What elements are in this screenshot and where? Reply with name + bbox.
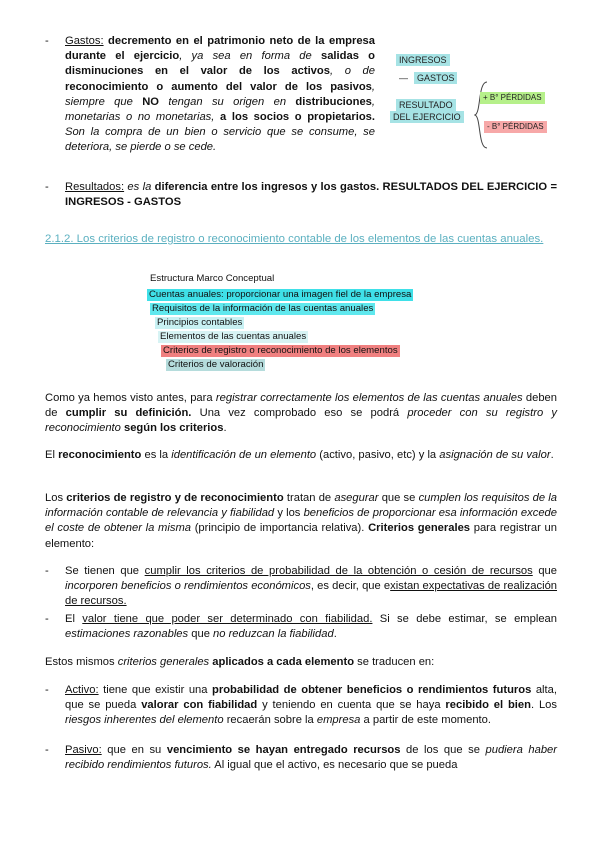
paragraph-intro: Como ya hemos visto antes, para registrar correctamente los elementos de las cuentas anuales deben de cumplir su definición. Una vez comprobado eso se podrá proceder con su registro y reconocimiento según los criterios. [45,392,557,435]
term-activo: Activo: [65,684,99,696]
gastos-dash: — [399,73,408,83]
structure-item: Principios contables [157,317,243,328]
structure-item: Criterios de valoración [168,359,264,370]
bullet-activo: - Activo: tiene que existir una probabilidad de obtener beneficios o rendimientos futuros alta, que se pueda valorar con fiabilidad y teniendo en cuenta que se haya recibido el bien. Los riesgos inherentes del elemento recaerán sobre la empresa a partir de este momento. [45,684,557,727]
structure-item: Elementos de las cuentas anuales [160,331,307,342]
structure-item-highlight: Criterios de registro o reconocimiento de los elementos [163,345,398,356]
term-gastos: Gastos: [65,35,104,47]
section-heading: 2.1.2. Los criterios de registro o reconocimiento contable de los elementos de las cuentas anuales. [45,233,544,245]
bullet-dash: - [45,35,49,47]
resultado-label-2: DEL EJERCICIO [390,111,464,123]
paragraph-reconocimiento: El reconocimiento es la identificación de un elemento (activo, pasivo, etc) y la asignación de su valor. [45,449,554,461]
resultado-label-1: RESULTADO [396,99,456,111]
ingresos-label: INGRESOS [396,54,450,66]
structure-item: Requisitos de la información de las cuentas anuales [152,303,374,314]
bullet-criterio-1: - Se tienen que cumplir los criterios de probabilidad de la obtención o cesión de recursos que incorporen beneficios o rendimientos económicos, es decir, que existan expectativas de realización de recursos. [45,565,558,608]
bullet-gastos: - Gastos: decremento en el patrimonio neto de la empresa durante el ejercicio, ya sea en forma de salidas o disminuciones en el valor de los activos, o de reconocimiento o aumento del valor de los pasivos, siempre que NO tengan su origen en distribuciones, monetarias o no monetarias, a los socios o propietarios. Son la compra de un bien o servicio que se consume, se deteriora, se pierde o se cede. [45,35,375,154]
bullet-pasivo: - Pasivo: que en su vencimiento se hayan entregado recursos de los que se pudiera haber recibido rendimientos futuros. Al igual que el activo, es necesario que se pueda [45,744,557,772]
structure-title: Estructura Marco Conceptual [150,273,275,284]
structure-item: Cuentas anuales: proporcionar una imagen fiel de la empresa [149,289,412,300]
paragraph-criterios: Los criterios de registro y de reconocimiento tratan de asegurar que se cumplen los requisitos de la información contable de relevancia y fiabilidad y los beneficios de proporcionar esa información excede el coste de obtener la misma (principio de importancia relativa). Criterios generales para registrar un elemento: [45,492,557,550]
term-pasivo: Pasivo: [65,744,102,756]
negative-result-label: - B° PÉRDIDAS [484,121,547,133]
bullet-criterio-2: - El valor tiene que poder ser determinado con fiabilidad. Si se debe estimar, se emplean estimaciones razonables que no reduzcan la fiabilidad. [45,613,557,641]
term-resultados: Resultados: [65,181,125,193]
positive-result-label: + B° PÉRDIDAS [480,92,545,104]
paragraph-aplicados: Estos mismos criterios generales aplicados a cada elemento se traducen en: [45,656,435,668]
gastos-label: GASTOS [414,72,457,84]
bullet-resultados: - Resultados: es la diferencia entre los ingresos y los gastos. RESULTADOS DEL EJERCICIO = INGRESOS - GASTOS [45,181,557,209]
brace-icon [474,80,488,150]
